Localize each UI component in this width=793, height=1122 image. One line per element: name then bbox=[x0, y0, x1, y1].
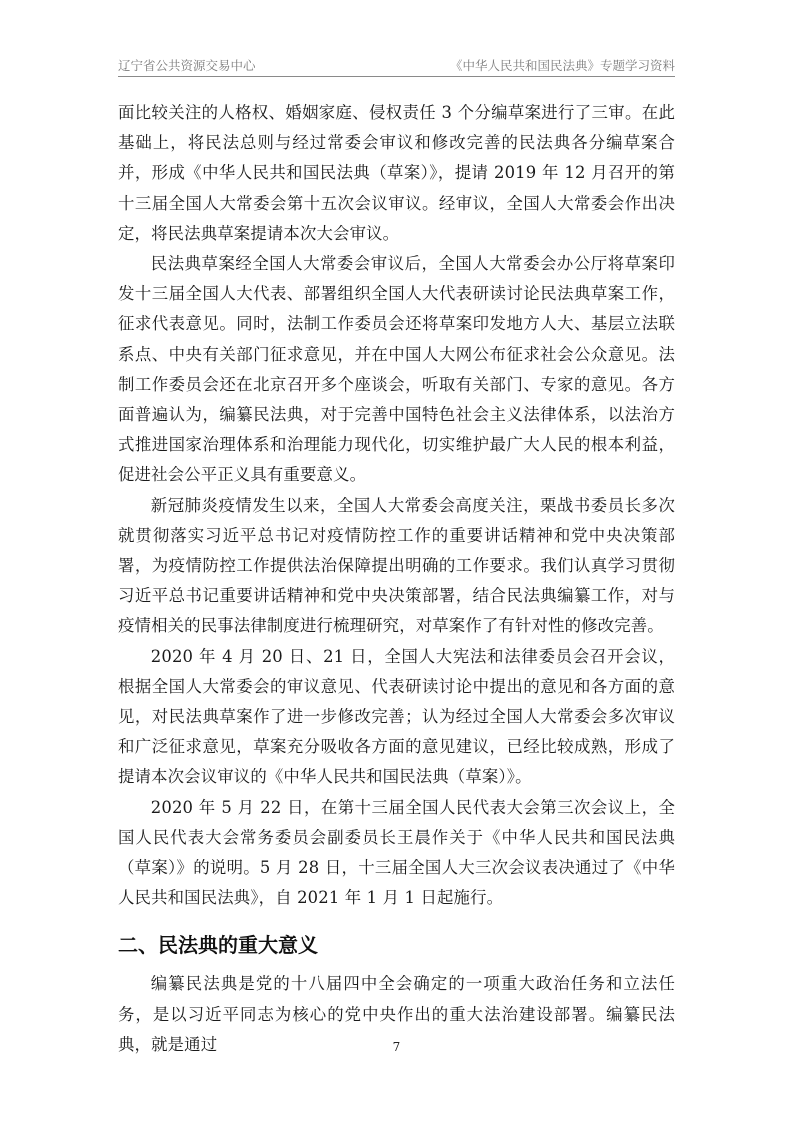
page-number: 7 bbox=[392, 1040, 401, 1054]
header-organization: 辽宁省公共资源交易中心 bbox=[118, 58, 256, 73]
paragraph-5: 2020 年 5 月 22 日，在第十三届全国人民代表大会第三次会议上，全国人民代表大会常务委员会副委员长王晨作关于《中华人民共和国民法典（草案）》的说明。5 月 28 日，十三届全国人大三次会议表决通过了《中华人民共和国民法典》，自 2021 年 1 月 1 日起施行。 bbox=[118, 797, 675, 908]
paragraph-2: 民法典草案经全国人大常委会审议后，全国人大常委会办公厅将草案印发十三届全国人大代表、部署组织全国人大代表研读讨论民法典草案工作，征求代表意见。同时，法制工作委员会还将草案印发地方人大、基层立法联系点、中央有关部门征求意见，并在中国人大网公布征求社会公众意见。法制工作委员会还在北京召开多个座谈会，听取有关部门、专家的意见。各方面普遍认为，编纂民法典，对于完善中国特色社会主义法律体系，以法治方式推进国家治理体系和治理能力现代化，切实维护最广大人民的根本利益，促进社会公平正义具有重要意义。 bbox=[118, 254, 675, 485]
paragraph-4: 2020 年 4 月 20 日、21 日，全国人大宪法和法律委员会召开会议，根据全国人大常委会的审议意见、代表研读讨论中提出的意见和各方面的意见，对民法典草案作了进一步修改完善；认为经过全国人大常委会多次审议和广泛征求意见，草案充分吸收各方面的意见建议，已经比较成熟，形成了提请本次会议审议的《中华人民共和国民法典（草案）》。 bbox=[118, 646, 675, 787]
header-document-title: 《中华人民共和国民法典》专题学习资料 bbox=[449, 58, 675, 73]
page-body bbox=[118, 98, 675, 1060]
section-heading: 二、民法典的重大意义 bbox=[118, 933, 318, 958]
page-header bbox=[118, 56, 675, 77]
paragraph-1: 面比较关注的人格权、婚姻家庭、侵权责任 3 个分编草案进行了三审。在此基础上，将民法总则与经过常委会审议和修改完善的民法典各分编草案合并，形成《中华人民共和国民法典（草案）》，提请 2019 年 12 月召开的第十三届全国人大常委会第十五次会议审议。经审议，全国人大常委会作出决定，将民法典草案提请本次大会审议。 bbox=[118, 103, 675, 243]
paragraph-6: 编纂民法典是党的十八届四中全会确定的一项重大政治任务和立法任务，是以习近平同志为核心的党中央作出的重大法治建设部署。编纂民法典，就是通过 bbox=[118, 974, 675, 1054]
paragraph-3: 新冠肺炎疫情发生以来，全国人大常委会高度关注，栗战书委员长多次就贯彻落实习近平总书记对疫情防控工作的重要讲话精神和党中央决策部署，为疫情防控工作提供法治保障提出明确的工作要求。我们认真学习贯彻习近平总书记重要讲话精神和党中央决策部署，结合民法典编纂工作，对与疫情相关的民事法律制度进行梳理研究，对草案作了有针对性的修改完善。 bbox=[118, 495, 675, 636]
